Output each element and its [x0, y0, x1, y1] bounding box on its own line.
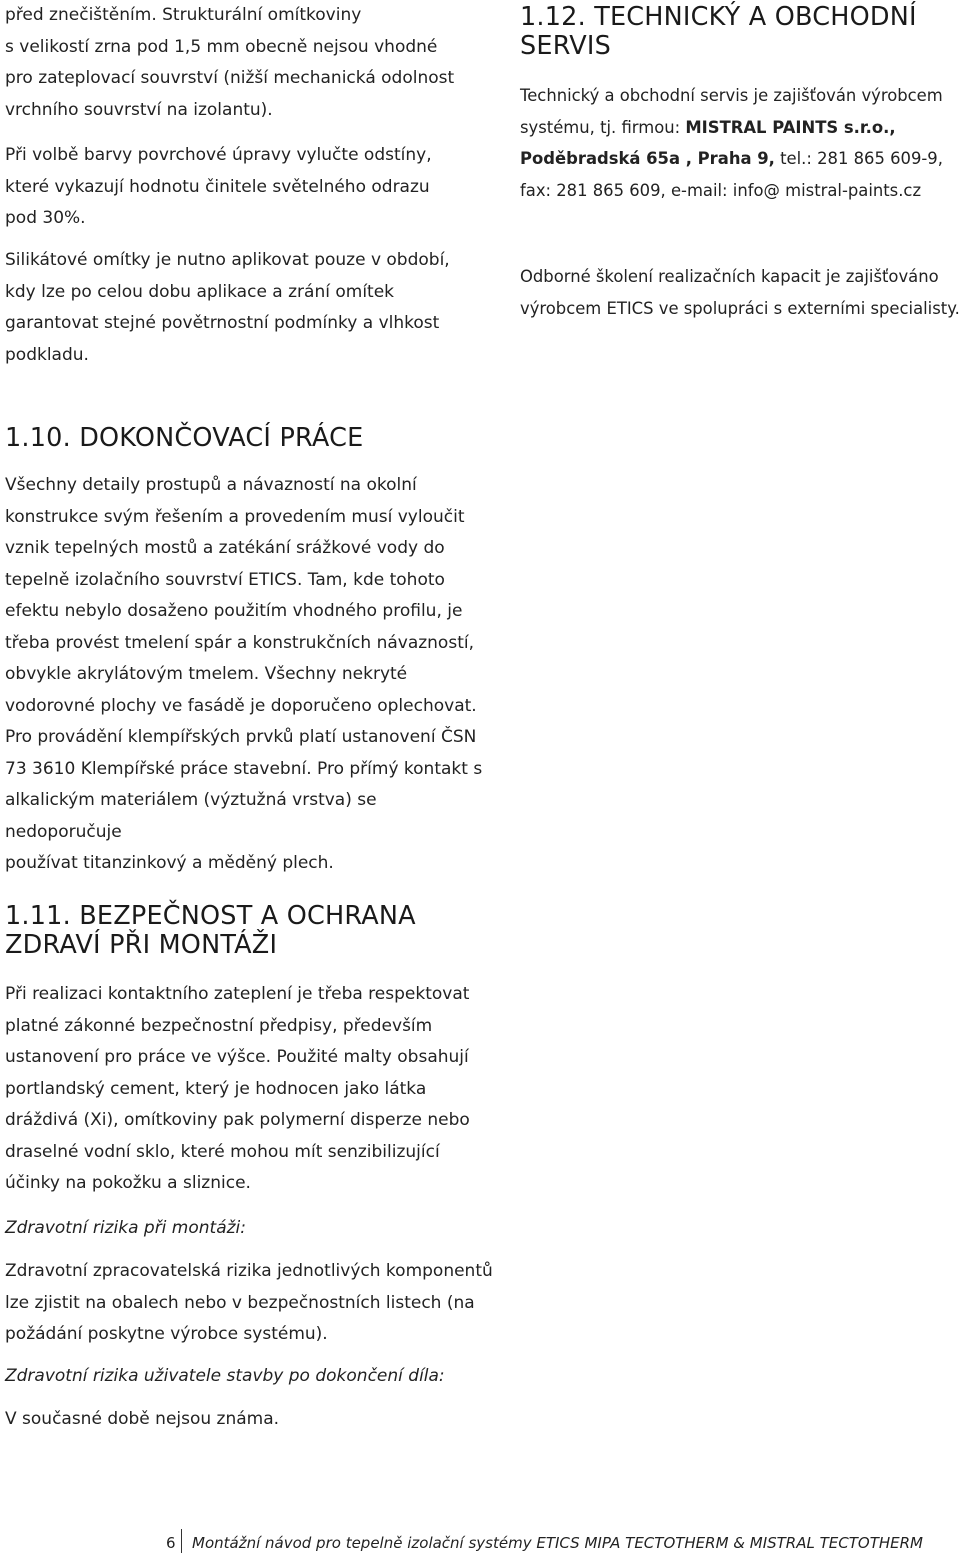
text-line: portlandský cement, který je hodnocen jako látka — [5, 1078, 427, 1099]
text-line: efektu nebylo dosaženo použitím vhodného profilu, je — [5, 601, 463, 621]
footer-divider — [181, 1529, 182, 1553]
text-line: účinky na pokožku a sliznice. — [5, 1173, 251, 1193]
phone-number: tel.: 281 865 609-9, — [774, 149, 943, 168]
heading-line: ZDRAVÍ PŘI MONTÁŽI — [5, 930, 278, 960]
subheading-montaz-risks: Zdravotní rizika při montáži: — [5, 1218, 246, 1238]
text-line: platné zákonné bezpečnostní předpisy, především — [5, 1015, 433, 1036]
paragraph-montaz-risks — [5, 1256, 497, 1351]
text-line: pro zateplovací souvrství (nižší mechanická odolnost — [5, 68, 455, 88]
paragraph-silicate — [5, 245, 497, 371]
text-line: draselné vodní sklo, které mohou mít senzibilizující — [5, 1141, 440, 1162]
text-line: dráždivá (Xi), omítkoviny pak polymerní disperze nebo — [5, 1110, 470, 1130]
text-line: podkladu. — [5, 344, 89, 365]
paragraph-intro — [5, 0, 497, 126]
text-line: třeba provést tmelení spár a konstrukčních návazností, — [5, 632, 474, 653]
heading-line: SERVIS — [520, 31, 611, 61]
text-line: vodorovné plochy ve fasádě je doporučeno oplechovat. — [5, 695, 477, 716]
contact-line: fax: 281 865 609, e-mail: info@ mistral-paints.cz — [520, 180, 922, 200]
text-line: vrchního souvrství na izolantu). — [5, 99, 273, 120]
text-line: Při realizaci kontaktního zateplení je třeba respektovat — [5, 984, 470, 1004]
text-line: Silikátové omítky je nutno aplikovat pouze v období, — [5, 250, 450, 270]
text-line: před znečištěním. Strukturální omítkoviny — [5, 5, 362, 25]
text-line: kdy lze po celou dobu aplikace a zrání omítek — [5, 281, 395, 302]
text-line: lze zjistit na obalech nebo v bezpečnostních listech (na — [5, 1292, 475, 1313]
paragraph-skoleni — [520, 261, 960, 324]
heading-1-10: 1.10. DOKONČOVACÍ PRÁCE — [5, 423, 364, 453]
text-line: 73 3610 Klempířské práce stavební. Pro přímý kontakt s — [5, 758, 483, 779]
text-line: garantovat stejné povětrnostní podmínky a vlhkost — [5, 313, 440, 333]
text-line: které vykazují hodnotu činitele světelného odrazu — [5, 176, 430, 197]
text-line: tepelně izolačního souvrství ETICS. Tam, kde tohoto — [5, 569, 445, 590]
text-line: Při volbě barvy povrchové úpravy vylučte odstíny, — [5, 145, 432, 165]
text-line: konstrukce svým řešením a provedením musí vyloučit — [5, 506, 465, 527]
footer-title: Montážní návod pro tepelně izolační systémy ETICS MIPA TECTOTHERM & MISTRAL TECTOTHERM — [192, 1534, 923, 1552]
paragraph-1-11 — [5, 979, 497, 1200]
company-name: MISTRAL PAINTS s.r.o., — [685, 117, 896, 137]
text-line: Technický a obchodní servis je zajišťován výrobcem — [520, 86, 943, 105]
text-line: používat titanzinkový a měděný plech. — [5, 853, 334, 873]
paragraph-servis — [520, 80, 960, 206]
heading-line: 1.12. TECHNICKÝ A OBCHODNÍ — [520, 2, 917, 32]
paragraph-color — [5, 140, 497, 235]
heading-1-11 — [5, 902, 416, 960]
company-address: Poděbradská 65a , Praha 9, — [520, 149, 775, 168]
text-line: obvykle akrylátovým tmelem. Všechny nekryté — [5, 664, 408, 684]
text-line: Odborné školení realizačních kapacit je zajišťováno — [520, 267, 939, 286]
heading-line: 1.11. BEZPEČNOST A OCHRANA — [5, 901, 416, 931]
page-number: 6 — [166, 1534, 176, 1552]
text-line: alkalickým materiálem (výztužná vrstva) se nedoporučuje — [5, 790, 377, 842]
paragraph-1-10 — [5, 470, 497, 880]
text-line: s velikostí zrna pod 1,5 mm obecně nejsou vhodné — [5, 36, 438, 57]
text-line — [520, 112, 960, 144]
text-line: vznik tepelných mostů a zatékání srážkové vody do — [5, 538, 445, 558]
paragraph-user-risks: V současné době nejsou známa. — [5, 1409, 280, 1429]
text-line: výrobcem ETICS ve spolupráci s externími specialisty. — [520, 298, 960, 318]
text-line: požádání poskytne výrobce systému). — [5, 1324, 328, 1344]
text-line — [520, 143, 960, 175]
heading-1-12 — [520, 3, 917, 61]
text-line: Zdravotní zpracovatelská rizika jednotlivých komponentů — [5, 1261, 493, 1281]
text-line: ustanovení pro práce ve výšce. Použité malty obsahují — [5, 1047, 469, 1067]
text-fragment: systému, tj. firmou: — [520, 117, 686, 137]
subheading-user-risks: Zdravotní rizika uživatele stavby po dokončení díla: — [5, 1366, 445, 1386]
text-line: pod 30%. — [5, 208, 86, 228]
text-line: Pro provádění klempířských prvků platí ustanovení ČSN — [5, 727, 477, 747]
text-line: Všechny detaily prostupů a návazností na okolní — [5, 475, 417, 495]
